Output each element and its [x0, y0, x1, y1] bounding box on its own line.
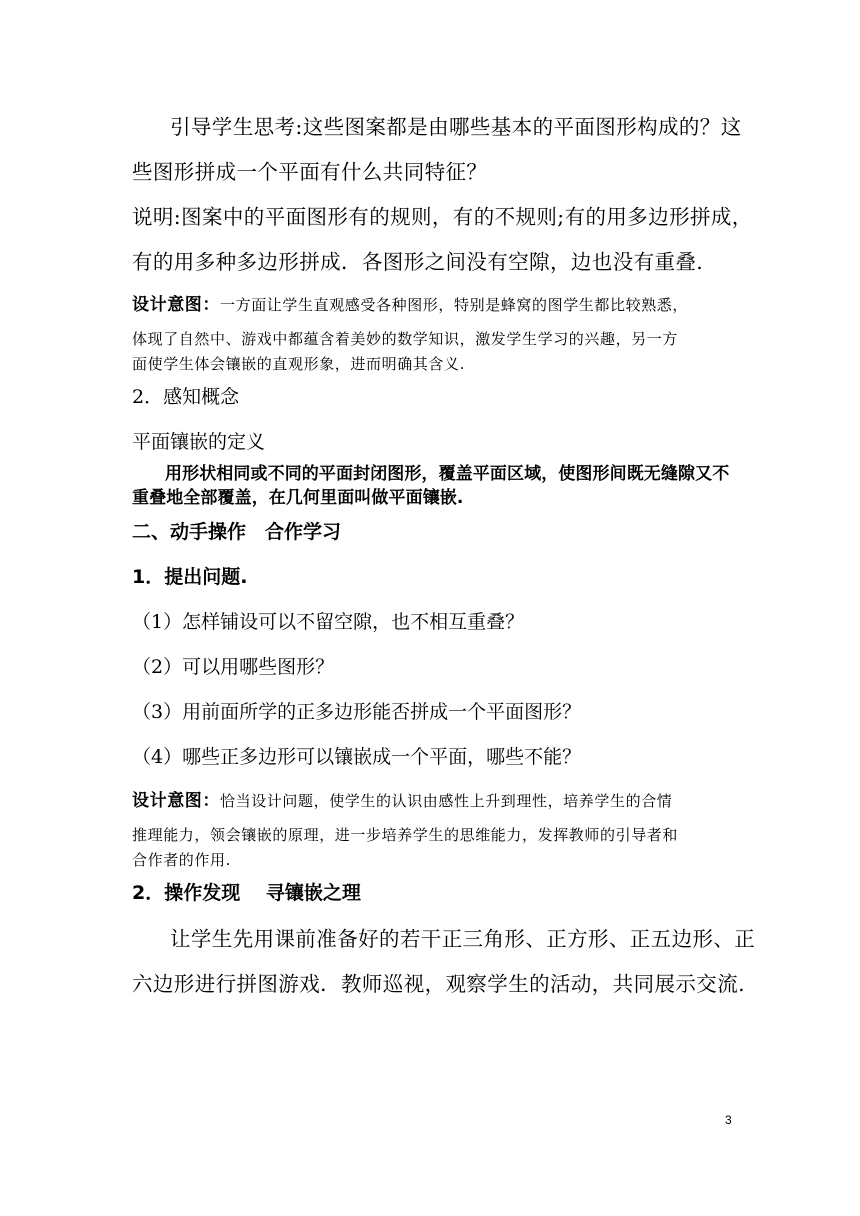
raise-questions-heading: 1．提出问题.: [132, 566, 248, 588]
part-two-heading: 二、动手操作 合作学习: [132, 521, 342, 543]
design-intent-2-line-3: 合作者的作用.: [132, 851, 231, 869]
question-2: （2）可以用哪些图形？: [132, 656, 335, 678]
question-4: （4）哪些正多边形可以镶嵌成一个平面，哪些不能？: [132, 746, 582, 768]
design-intent-label: 设计意图：: [132, 791, 220, 811]
question-1: （1）怎样铺设可以不留空隙，也不相互重叠？: [132, 611, 525, 633]
explanation-line-1: 说明:图案中的平面图形有的规则，有的不规则;有的用多边形拼成，: [132, 205, 753, 229]
design-intent-text: 恰当设计问题，使学生的认识由感性上升到理性，培养学生的合情: [220, 792, 673, 810]
definition-line-2: 重叠地全部覆盖，在几何里面叫做平面镶嵌.: [132, 488, 464, 508]
design-intent-2-line-1: [132, 793, 672, 810]
page-number: 3: [725, 1113, 732, 1127]
definition-line-1: 用形状相同或不同的平面封闭图形，覆盖平面区域，使图形间既无缝隙又不: [165, 464, 730, 484]
definition-title: 平面镶嵌的定义: [132, 431, 266, 453]
design-intent-2-line-2: 推理能力，领会镶嵌的原理，进一步培养学生的思维能力，发挥教师的引导者和: [132, 826, 679, 844]
intro-line-1: 引导学生思考:这些图案都是由哪些基本的平面图形构成的？这: [170, 115, 742, 139]
design-intent-label: 设计意图：: [132, 295, 220, 315]
section-heading-perceive: 2．感知概念: [132, 386, 240, 408]
design-intent-1-line-1: [132, 297, 688, 314]
design-intent-1-line-2: 体现了自然中、游戏中都蕴含着美妙的数学知识，激发学生学习的兴趣，另一方: [132, 330, 679, 348]
operate-heading: 2．操作发现 寻镶嵌之理: [132, 882, 361, 904]
operate-line-1: 让学生先用课前准备好的若干正三角形、正方形、正五边形、正: [170, 927, 756, 951]
design-intent-text: 一方面让学生直观感受各种图形，特别是蜂窝的图学生都比较熟悉，: [220, 296, 689, 314]
explanation-line-2: 有的用多种多边形拼成．各图形之间没有空隙，边也没有重叠.: [132, 250, 704, 274]
intro-line-2: 些图形拼成一个平面有什么共同特征？: [132, 160, 488, 184]
design-intent-1-line-3: 面使学生体会镶嵌的直观形象，进而明确其含义.: [132, 355, 465, 373]
operate-line-2: 六边形进行拼图游戏．教师巡视，观察学生的活动，共同展示交流.: [132, 972, 746, 996]
question-3: （3）用前面所学的正多边形能否拼成一个平面图形？: [132, 701, 582, 723]
